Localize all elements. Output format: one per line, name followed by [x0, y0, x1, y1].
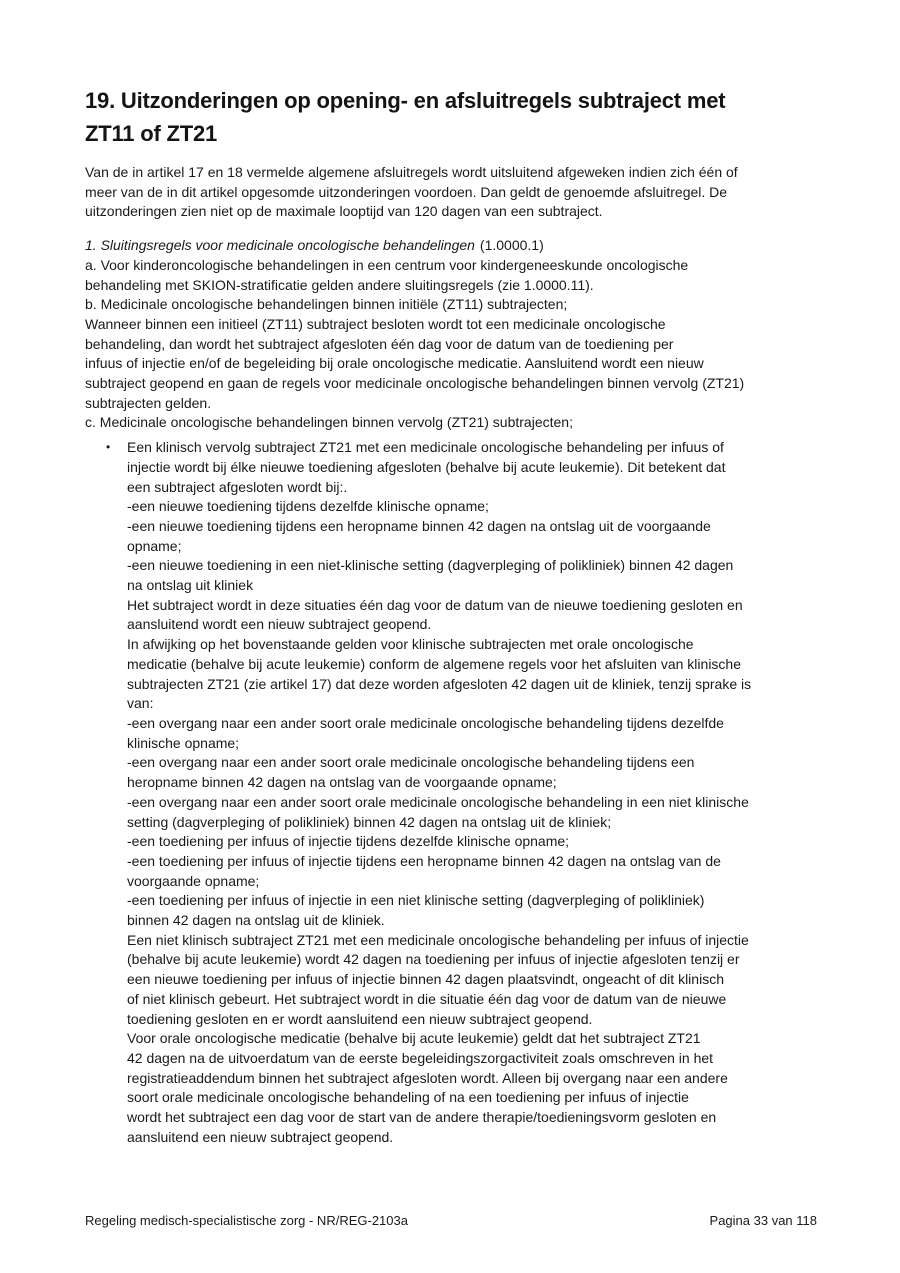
text-line: van: [127, 695, 154, 712]
text-line: medicatie (behalve bij acute leukemie) conform de algemene regels voor het afsluiten van klinische [127, 655, 741, 672]
text-line: -een nieuwe toediening in een niet-klinische setting (dagverpleging of polikliniek) binnen 42 dagen [127, 557, 734, 574]
text-line: -een toediening per infuus of injectie in een niet klinische setting (dagverpleging of polikliniek) [127, 892, 705, 909]
rule1-heading-title: 1. Sluitingsregels voor medicinale oncologische behandelingen [85, 237, 475, 254]
text-line: Een niet klinisch subtraject ZT21 met een medicinale oncologische behandeling per infuus of injectie [127, 931, 749, 948]
text-line: uitzonderingen zien niet op de maximale looptijd van 120 dagen van een subtraject. [85, 203, 603, 220]
text-line: na ontslag uit kliniek [127, 577, 254, 594]
text-line: (behalve bij acute leukemie) wordt 42 dagen na toediening per infuus of injectie afgesloten tenzij er [127, 951, 740, 968]
text-line: a. Voor kinderoncologische behandelingen in een centrum voor kindergeneeskunde oncologische [85, 256, 689, 273]
text-line: ZT11 of ZT21 [85, 121, 218, 146]
text-line: b. Medicinale oncologische behandelingen binnen initiële (ZT11) subtrajecten; [85, 296, 568, 313]
text-line: -een nieuwe toediening tijdens een heropname binnen 42 dagen na ontslag uit de voorgaande [127, 517, 711, 534]
page-footer [85, 1212, 817, 1229]
text-line: opname; [127, 537, 182, 554]
rule1-paragraph [85, 236, 820, 433]
text-line: heropname binnen 42 dagen na ontslag van de voorgaande opname; [127, 774, 557, 791]
text-line: Wanneer binnen een initieel (ZT11) subtraject besloten wordt tot een medicinale oncologische [85, 315, 666, 332]
text-line: aansluitend wordt een nieuw subtraject geopend. [127, 616, 432, 633]
text-line: of niet klinisch gebeurt. Het subtraject wordt in die situatie één dag voor de datum van de nieuwe [127, 990, 727, 1007]
text-line: binnen 42 dagen na ontslag uit de kliniek. [127, 912, 385, 929]
text-line: behandeling met SKION-stratificatie gelden andere sluitingsregels (zie 1.0000.11). [85, 276, 594, 293]
text-line: -een toediening per infuus of injectie tijdens dezelfde klinische opname; [127, 833, 570, 850]
rule1-heading [85, 236, 820, 256]
text-line: subtrajecten ZT21 (zie artikel 17) dat deze worden afgesloten 42 dagen uit de kliniek, tenzij sprake is [127, 675, 752, 692]
text-line: Voor orale oncologische medicatie (behalve bij acute leukemie) geldt dat het subtraject ZT21 [127, 1030, 701, 1047]
intro-paragraph [85, 163, 820, 222]
text-line: -een overgang naar een ander soort orale medicinale oncologische behandeling in een niet klinische [127, 793, 749, 810]
text-line: soort orale medicinale oncologische behandeling of na een toediening per infuus of injectie [127, 1089, 689, 1106]
text-line: Het subtraject wordt in deze situaties één dag voor de datum van de nieuwe toediening gesloten en [127, 596, 743, 613]
text-line: Van de in artikel 17 en 18 vermelde algemene afsluitregels wordt uitsluitend afgeweken indien zich één of [85, 164, 738, 180]
text-line: infuus of injectie en/of de begeleiding bij orale oncologische medicatie. Aansluitend wordt een nieuw [85, 355, 704, 372]
text-line: meer van de in dit artikel opgesomde uitzonderingen voordoen. Dan geldt de genoemde afsluitregel. De [85, 183, 728, 200]
text-line: klinische opname; [127, 734, 240, 751]
text-line: aansluitend een nieuw subtraject geopend. [127, 1128, 394, 1145]
bullet-item [85, 438, 820, 1147]
bullet-item-text [127, 438, 820, 1147]
text-line: 19. Uitzonderingen op opening- en afsluitregels subtraject met [85, 88, 726, 113]
text-line: een subtraject afgesloten wordt bij:. [127, 478, 348, 495]
text-line: -een toediening per infuus of injectie tijdens een heropname binnen 42 dagen na ontslag van de [127, 852, 721, 869]
text-line: -een overgang naar een ander soort orale medicinale oncologische behandeling tijdens dezelfde [127, 714, 724, 731]
text-line: setting (dagverpleging of polikliniek) binnen 42 dagen na ontslag uit de kliniek; [127, 813, 612, 830]
rule1-heading-ref: (1.0000.1) [479, 237, 544, 254]
text-line: subtraject geopend en gaan de regels voor medicinale oncologische behandelingen binnen vervolg (ZT21) [85, 375, 745, 392]
page-title [85, 84, 820, 150]
text-line: subtrajecten gelden. [85, 394, 212, 411]
text-line: voorgaande opname; [127, 872, 260, 889]
text-line: wordt het subtraject een dag voor de start van de andere therapie/toedieningsvorm gesloten en [127, 1109, 717, 1126]
page-content [85, 84, 820, 1147]
bullet-marker: • [106, 440, 111, 455]
text-line: registratieaddendum binnen het subtraject afgesloten wordt. Alleen bij overgang naar een andere [127, 1069, 728, 1086]
text-line: c. Medicinale oncologische behandelingen binnen vervolg (ZT21) subtrajecten; [85, 414, 573, 431]
text-line: 42 dagen na de uitvoerdatum van de eerste begeleidingszorgactiviteit zoals omschreven in het [127, 1049, 714, 1066]
text-line: een nieuwe toediening per infuus of injectie binnen 42 dagen plaatsvindt, ongeacht of dit klinisch [127, 971, 724, 988]
text-line: In afwijking op het bovenstaande gelden voor klinische subtrajecten met orale oncologische [127, 636, 694, 653]
text-line: injectie wordt bij élke nieuwe toediening afgesloten (behalve bij acute leukemie). Dit betekent dat [127, 458, 726, 475]
rule1-lines [85, 256, 820, 433]
footer-page-number: Pagina 33 van 118 [709, 1213, 817, 1228]
text-line: -een nieuwe toediening tijdens dezelfde klinische opname; [127, 498, 489, 515]
text-line: -een overgang naar een ander soort orale medicinale oncologische behandeling tijdens een [127, 754, 695, 771]
text-line: toediening gesloten en er wordt aansluitend een nieuw subtraject geopend. [127, 1010, 593, 1027]
footer-document-name: Regeling medisch-specialistische zorg - NR/REG-2103a [85, 1213, 408, 1228]
text-line: Een klinisch vervolg subtraject ZT21 met een medicinale oncologische behandeling per infuus of [127, 439, 724, 456]
text-line: behandeling, dan wordt het subtraject afgesloten één dag voor de datum van de toediening per [85, 335, 674, 352]
